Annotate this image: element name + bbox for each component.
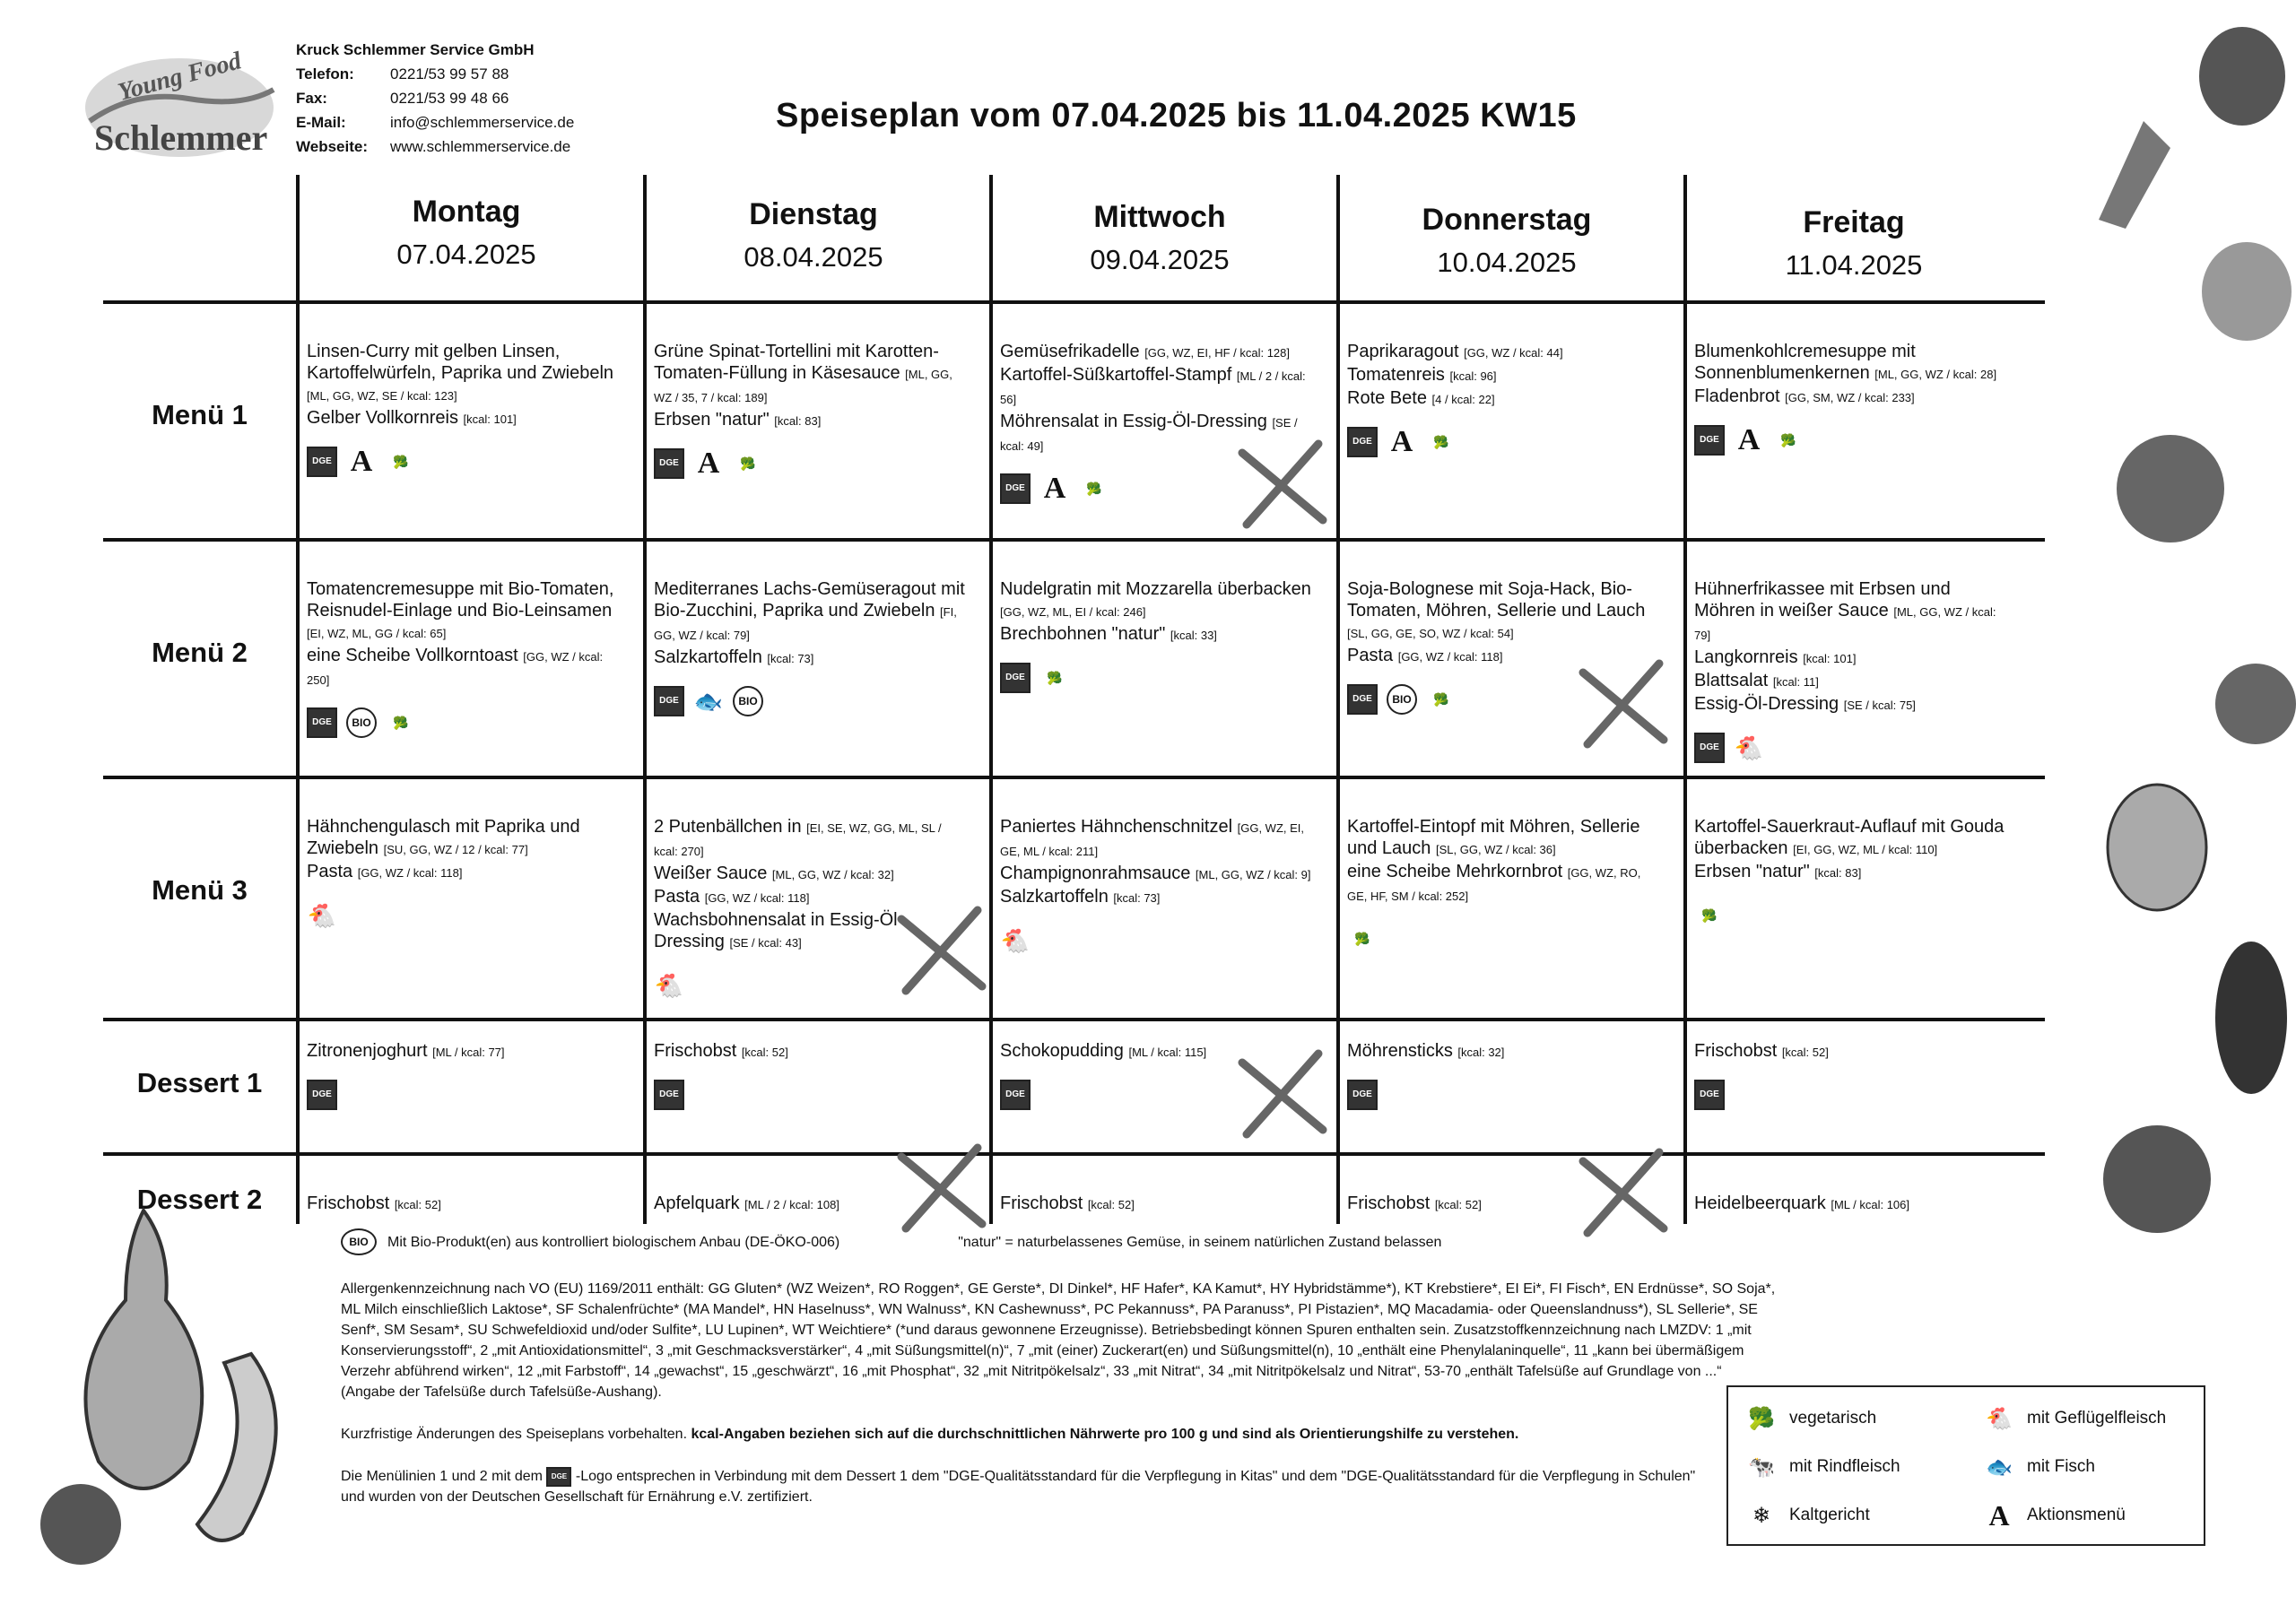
dish-name: Mediterranes Lachs-Gemüseragout mit Bio-Zucchini, Paprika und Zwiebeln	[654, 579, 965, 621]
vegetarian-icon: 🥦	[733, 448, 763, 479]
dish-icons	[1694, 425, 2008, 456]
dish-line	[307, 645, 621, 691]
dish-name: Weißer Sauce	[654, 864, 772, 883]
dish-allergens: [ML, GG, WZ / kcal: 79]	[1694, 605, 1996, 642]
dge-icon: DGE	[654, 686, 684, 716]
dish-name: Essig-Öl-Dressing	[1694, 694, 1844, 714]
grid-vline	[643, 175, 647, 1224]
action-menu-icon: A	[1039, 473, 1070, 504]
dge-icon: DGE	[1000, 1080, 1031, 1110]
dish-line	[1347, 341, 1661, 364]
menu-cell	[1347, 816, 1661, 954]
dish-allergens: [SE / kcal: 75]	[1843, 699, 1916, 712]
peach-icon	[2202, 242, 2292, 341]
dish-allergens: [kcal: 73]	[767, 652, 814, 665]
vegetarian-icon: 🥦	[1347, 924, 1378, 954]
dish-name: Salzkartoffeln	[1000, 887, 1114, 907]
dish-name: Frischobst	[1000, 1193, 1088, 1213]
grid-hline	[103, 300, 2045, 304]
dish-line	[1694, 341, 2008, 386]
grid-hline	[103, 776, 2045, 779]
fruit-decoration	[36, 1193, 323, 1569]
dish-line	[654, 863, 968, 886]
dish-line	[307, 407, 621, 430]
fax-label: Fax:	[296, 90, 327, 107]
dish-line	[1000, 816, 1314, 863]
dish-allergens: [GG, SM, WZ / kcal: 233]	[1785, 391, 1915, 404]
row-label: Menü 3	[152, 874, 248, 906]
dish-icons	[307, 707, 621, 738]
apple-icon	[2103, 1125, 2211, 1233]
dish-name: Zitronenjoghurt	[307, 1041, 433, 1061]
dish-line	[307, 1040, 621, 1063]
dish-icons	[307, 900, 621, 931]
footer	[341, 1228, 1776, 1507]
dish-allergens: [ML / 2 / kcal: 56]	[1000, 369, 1306, 406]
day-name: Donnerstag	[1422, 203, 1592, 237]
dish-name: Tomatenreis	[1347, 365, 1450, 385]
legend-fish: mit Fisch	[2027, 1457, 2095, 1476]
dish-allergens: [kcal: 101]	[463, 412, 517, 426]
dish-name: Linsen-Curry mit gelben Linsen, Kartoffelwürfeln, Paprika und Zwiebeln	[307, 342, 614, 383]
dish-line	[654, 816, 968, 863]
chicken-icon: 🐔	[1986, 1406, 2013, 1431]
fax-value: 0221/53 99 48 66	[390, 90, 509, 107]
email-label: E-Mail:	[296, 114, 346, 131]
day-date: 08.04.2025	[744, 241, 883, 273]
dish-allergens: [FI, GG, WZ / kcal: 79]	[654, 605, 957, 642]
dish-line	[307, 1193, 621, 1216]
menu-cell	[307, 1040, 621, 1110]
dish-allergens: [GG, WZ, ML, EI / kcal: 246]	[1000, 605, 1146, 619]
dish-name: Frischobst	[654, 1041, 742, 1061]
dge-icon: DGE	[1347, 1080, 1378, 1110]
dish-name: Heidelbeerquark	[1694, 1193, 1831, 1213]
dish-name: Erbsen "natur"	[654, 410, 775, 430]
banana-icon	[197, 1354, 276, 1541]
dish-name: Kartoffel-Sauerkraut-Auflauf mit Gouda überbacken	[1694, 817, 2005, 858]
logo-young-food: Young Food	[115, 47, 245, 107]
bio-icon: BIO	[733, 686, 763, 716]
vegetarian-icon: 🥦	[1426, 427, 1457, 457]
dish-name: Brechbohnen "natur"	[1000, 624, 1170, 644]
dish-name: Gelber Vollkornreis	[307, 408, 464, 428]
day-header	[1336, 203, 1677, 279]
strawberry-icon	[2199, 27, 2285, 126]
dish-line	[1347, 578, 1661, 645]
dish-allergens: [EI, SE, WZ, GG, ML, SL / kcal: 270]	[654, 821, 942, 858]
dish-name: Champignonrahmsauce	[1000, 864, 1196, 883]
menu-cell	[307, 578, 621, 738]
dish-line	[1000, 341, 1314, 364]
menu-cell	[1694, 341, 2008, 456]
dish-allergens: [kcal: 52]	[1434, 1198, 1482, 1211]
dish-name: Erbsen "natur"	[1694, 862, 1815, 881]
dish-line	[1000, 578, 1314, 623]
dish-line	[1347, 861, 1661, 907]
dish-icons	[1694, 900, 2008, 931]
dish-allergens: [SU, GG, WZ / 12 / kcal: 77]	[383, 843, 528, 856]
menu-cell	[307, 1193, 621, 1216]
dish-name: Schokopudding	[1000, 1041, 1129, 1061]
bio-icon: BIO	[1387, 684, 1417, 715]
dish-name: Frischobst	[1347, 1193, 1435, 1213]
phone-value: 0221/53 99 57 88	[390, 65, 509, 82]
cow-icon: 🐄	[1748, 1454, 1775, 1480]
dish-allergens: [kcal: 33]	[1170, 629, 1217, 642]
fish-icon: 🐟	[1986, 1454, 2013, 1480]
tomato-icon	[2215, 664, 2296, 744]
vegetarian-icon: 🥦	[386, 447, 416, 477]
grid-vline	[989, 175, 993, 1224]
cross-mark	[892, 901, 991, 1000]
dish-line	[1694, 647, 2008, 670]
chicken-icon: 🐔	[1000, 927, 1031, 954]
menu-cell	[1000, 816, 1314, 956]
dish-allergens: [GG, WZ / kcal: 118]	[704, 891, 810, 905]
dish-name: Fladenbrot	[1694, 386, 1786, 406]
dge-icon: DGE	[1694, 425, 1725, 456]
dish-allergens: [kcal: 101]	[1803, 652, 1857, 665]
dish-icons	[1347, 1080, 1661, 1110]
action-menu-icon: A	[693, 448, 724, 479]
carrot-icon	[2099, 121, 2170, 229]
dish-line	[1347, 387, 1661, 411]
dge-icon: DGE	[307, 447, 337, 477]
action-menu-icon: A	[346, 447, 377, 477]
dish-allergens: [kcal: 52]	[1781, 1046, 1829, 1059]
dish-name: Kartoffel-Eintopf mit Möhren, Sellerie und Lauch	[1347, 817, 1640, 858]
menu-cell	[1694, 1193, 2008, 1216]
dish-name: Blumenkohlcremesuppe mit Sonnenblumenkernen	[1694, 342, 1916, 383]
dish-allergens: [GG, WZ / kcal: 44]	[1464, 346, 1563, 360]
dish-allergens: [GG, WZ, RO, GE, HF, SM / kcal: 252]	[1347, 866, 1641, 903]
dish-allergens: [ML, GG, WZ / kcal: 32]	[771, 868, 894, 881]
dge-icon: DGE	[1347, 684, 1378, 715]
vegetarian-icon: 🥦	[386, 707, 416, 738]
menu-cell	[1694, 816, 2008, 931]
day-date: 09.04.2025	[1090, 244, 1230, 275]
dish-name: Tomatencremesuppe mit Bio-Tomaten, Reisnudel-Einlage und Bio-Leinsamen	[307, 579, 614, 621]
logo-schlemmer: Schlemmer	[94, 117, 268, 158]
dish-name: eine Scheibe Vollkorntoast	[307, 646, 524, 665]
dish-line	[1694, 1193, 2008, 1216]
legend-vegetarian: vegetarisch	[1789, 1409, 1877, 1428]
eggplant-icon	[2215, 942, 2287, 1094]
phone-label: Telefon:	[296, 65, 354, 82]
menu-cell	[1694, 1040, 2008, 1110]
dish-name: Rote Bete	[1347, 388, 1432, 408]
dish-name: Soja-Bolognese mit Soja-Hack, Bio-Tomaten, Möhren, Sellerie und Lauch	[1347, 579, 1646, 621]
web-label: Webseite:	[296, 138, 368, 155]
legend-action: Aktionsmenü	[2027, 1506, 2126, 1524]
legend-poultry: mit Geflügelfleisch	[2027, 1409, 2167, 1428]
dish-icons	[1000, 663, 1314, 693]
menu-grid	[103, 175, 2045, 1224]
dge-icon: DGE	[654, 1080, 684, 1110]
dish-name: Salzkartoffeln	[654, 647, 768, 667]
dish-allergens: [kcal: 96]	[1449, 369, 1497, 383]
dish-allergens: [kcal: 83]	[774, 414, 822, 428]
dish-name: Apfelquark	[654, 1193, 745, 1213]
dish-name: Pasta	[1347, 646, 1398, 665]
pepper-icon	[2108, 785, 2206, 910]
action-menu-icon: A	[1734, 425, 1764, 456]
dish-name: Kartoffel-Süßkartoffel-Stampf	[1000, 365, 1237, 385]
chicken-icon: 🐔	[1734, 734, 1764, 761]
day-date: 11.04.2025	[1785, 249, 1923, 281]
dish-allergens: [GG, WZ, EI, GE, ML / kcal: 211]	[1000, 821, 1304, 858]
dish-line	[307, 861, 621, 884]
dge-icon: DGE	[1000, 473, 1031, 504]
menu-cell	[1000, 578, 1314, 693]
dish-allergens: [GG, WZ / kcal: 118]	[1397, 650, 1503, 664]
day-header	[989, 200, 1330, 276]
dish-line	[1000, 623, 1314, 647]
dish-allergens: [ML / kcal: 115]	[1128, 1046, 1207, 1059]
grid-hline	[103, 1018, 2045, 1021]
dish-name: 2 Putenbällchen in	[654, 817, 807, 837]
bio-icon: BIO	[346, 707, 377, 738]
dish-icons	[1347, 924, 1661, 954]
dish-line	[654, 1040, 968, 1063]
short-notice: Kurzfristige Änderungen des Speiseplans vorbehalten.	[341, 1427, 688, 1442]
dish-line	[307, 341, 621, 407]
dish-allergens: [ML / kcal: 77]	[432, 1046, 505, 1059]
legend	[1726, 1385, 2205, 1546]
cross-mark	[1233, 435, 1332, 534]
dish-name: Frischobst	[307, 1193, 395, 1213]
dish-allergens: [EI, GG, WZ, ML / kcal: 110]	[1793, 843, 1938, 856]
cross-mark	[1233, 1045, 1332, 1143]
dge-icon: DGE	[307, 707, 337, 738]
dish-icons	[1347, 427, 1661, 457]
dish-allergens: [GG, WZ / kcal: 118]	[357, 866, 463, 880]
vegetarian-icon: 🥦	[1079, 473, 1109, 504]
dish-name: Blattsalat	[1694, 671, 1773, 690]
dish-allergens: [SE / kcal: 43]	[729, 936, 802, 950]
dish-allergens: [kcal: 83]	[1814, 866, 1862, 880]
dish-name: Langkornreis	[1694, 647, 1804, 667]
menu-cell	[654, 1040, 968, 1110]
web-value[interactable]: www.schlemmerservice.de	[390, 138, 571, 155]
snowflake-icon: ❄	[1752, 1503, 1771, 1528]
dish-name: Grüne Spinat-Tortellini mit Karotten-Tomaten-Füllung in Käsesauce	[654, 342, 939, 383]
dish-allergens: [GG, WZ / kcal: 250]	[307, 650, 604, 687]
dish-line	[1347, 816, 1661, 861]
dge-icon: DGE	[546, 1467, 571, 1487]
dish-name: Paprikaragout	[1347, 342, 1465, 361]
company-info	[296, 38, 574, 159]
dge-icon: DGE	[1347, 427, 1378, 457]
dish-allergens: [EI, WZ, ML, GG / kcal: 65]	[307, 627, 447, 640]
legend-cold: Kaltgericht	[1789, 1506, 1870, 1524]
day-header	[643, 197, 984, 273]
dish-name: Pasta	[307, 862, 358, 881]
dish-name: eine Scheibe Mehrkornbrot	[1347, 862, 1568, 881]
dish-line	[654, 341, 968, 409]
day-date: 10.04.2025	[1437, 247, 1577, 278]
grid-hline	[103, 538, 2045, 542]
dge-icon: DGE	[307, 1080, 337, 1110]
dish-allergens: [ML / 2 / kcal: 108]	[744, 1198, 839, 1211]
vegetarian-icon: 🥦	[1694, 900, 1725, 931]
dish-name: Hühnerfrikassee mit Erbsen und Möhren in weißer Sauce	[1694, 579, 1951, 621]
dish-line	[654, 409, 968, 432]
action-menu-icon: A	[1988, 1498, 2010, 1532]
dish-allergens: [kcal: 11]	[1772, 675, 1819, 689]
dish-name: Pasta	[654, 887, 705, 907]
chicken-icon: 🐔	[654, 972, 684, 999]
row-label: Dessert 2	[136, 1184, 263, 1215]
dish-line	[1347, 364, 1661, 387]
dish-name: Möhrensticks	[1347, 1041, 1458, 1061]
vegetarian-icon: 🥦	[1426, 684, 1457, 715]
dish-allergens: [ML, GG, WZ / kcal: 28]	[1874, 368, 1997, 381]
dish-name: Paniertes Hähnchenschnitzel	[1000, 817, 1238, 837]
row-label: Dessert 1	[136, 1067, 263, 1098]
menu-cell	[654, 578, 968, 716]
dish-line	[307, 816, 621, 861]
dge-icon: DGE	[1694, 1080, 1725, 1110]
dish-icons	[1694, 1080, 2008, 1110]
dish-line	[1000, 863, 1314, 886]
tomato-bottom-icon	[40, 1484, 121, 1565]
dish-icons	[654, 686, 968, 716]
fish-icon: 🐟	[693, 688, 724, 715]
dish-allergens: [kcal: 73]	[1113, 891, 1161, 905]
dish-icons	[654, 1080, 968, 1110]
broccoli-icon	[2117, 435, 2224, 542]
dish-line	[1000, 886, 1314, 909]
dish-name: Wachsbohnensalat in Essig-Öl-Dressing	[654, 910, 904, 951]
grid-vline	[1683, 175, 1687, 1224]
vegetarian-icon: 🥦	[1773, 425, 1804, 456]
menu-cell	[307, 816, 621, 931]
dish-icons	[307, 1080, 621, 1110]
day-name: Freitag	[1803, 205, 1905, 239]
dish-allergens: [kcal: 52]	[741, 1046, 788, 1059]
pear-icon	[85, 1211, 202, 1488]
day-name: Mittwoch	[1093, 200, 1226, 234]
dge-note-before: Die Menülinien 1 und 2 mit dem	[341, 1469, 544, 1484]
day-date: 07.04.2025	[396, 239, 536, 270]
dish-allergens: [ML, GG, WZ / kcal: 9]	[1195, 868, 1311, 881]
kcal-notice: kcal-Angaben beziehen sich auf die durchschnittlichen Nährwerte pro 100 g und sind als Orientierungshilfe zu verstehen.	[691, 1427, 1519, 1442]
dish-allergens: [SL, GG, GE, SO, WZ / kcal: 54]	[1347, 627, 1514, 640]
day-name: Montag	[412, 195, 521, 229]
natur-note: "natur" = naturbelassenes Gemüse, in seinem natürlichen Zustand belassen	[958, 1234, 1442, 1250]
dish-icons	[307, 447, 621, 477]
menu-cell	[1347, 341, 1661, 457]
dish-line	[1000, 1193, 1314, 1216]
dish-name: Möhrensalat in Essig-Öl-Dressing	[1000, 412, 1273, 431]
dish-icons	[1000, 925, 1314, 956]
chicken-icon: 🐔	[307, 902, 337, 929]
allergen-note: Allergenkennzeichnung nach VO (EU) 1169/2011 enthält: GG Gluten* (WZ Weizen*, RO Roggen*, GE Gerste*, DI Dinkel*, HF Hafer*, KA Kamut*, HY Hybridstämme*), KT Krebstiere*, EI Ei*, FI Fisch*, EN Erdnüsse*, SO Soja*, ML Milch einschließlich Laktose*, SF Schalenfrüchte* (MA Mandel*, HN Haselnuss*, WN Walnuss*, KN Cashewnuss*, PC Pekannuss*, PA Paranuss*, PI Pistazien*, MQ Macadamia- oder Queenslandnuss*), SL Sellerie*, SE Senf*, SM Sesam*, SU Schwefeldioxid und/oder Sulfite*, LU Lupinen*, WT Weichtiere* (*und daraus gewonnene Erzeugnisse). Betriebsbedingt können Spuren enthalten sein. Zusatzstoffkennzeichnung nach LMZDV: 1 „mit Konservierungsstoff“, 2 „mit Antioxidationsmittel“, 3 „mit Geschmacksverstärker“, 4 „mit Süßungsmittel(n)“, 7 „mit (einer) Zuckerart(en) und Süßungsmittel(n), 10 „enthält eine Phenylalaninquelle“, 11 „kann bei übermäßigem Verzehr abführend wirken“, 12 „mit Farbstoff“, 14 „gewachst“, 15 „geschwärzt“, 16 „mit Phosphat“, 32 „mit Nitritpökelsalz“, 33 „mit Nitrat“, 34 „mit Nitritpökelsalz und Nitrat“, 53-70 „enthält Tafelsüße auf Grundlage von ...“ (Angabe der Tafelsüße durch Tafelsüße-Aushang).	[341, 1281, 1776, 1400]
dish-icons	[654, 448, 968, 479]
dish-allergens: [SE / kcal: 49]	[1000, 416, 1298, 453]
dish-line	[1694, 816, 2008, 861]
dish-line	[654, 578, 968, 647]
grid-hline	[103, 1152, 2045, 1156]
vegetable-decoration	[2063, 22, 2296, 1260]
dge-icon: DGE	[1694, 733, 1725, 763]
dish-line	[307, 578, 621, 645]
cross-mark	[892, 1139, 991, 1237]
dish-line	[1694, 670, 2008, 693]
dish-allergens: [ML / kcal: 106]	[1831, 1198, 1909, 1211]
menu-cell	[654, 341, 968, 479]
dish-line	[1694, 1040, 2008, 1063]
dish-name: Gemüsefrikadelle	[1000, 342, 1145, 361]
dish-line	[1694, 693, 2008, 716]
vegetarian-icon: 🥦	[1748, 1406, 1775, 1431]
menu-cell	[1000, 1193, 1314, 1216]
day-header	[296, 195, 637, 271]
dish-allergens: [kcal: 32]	[1457, 1046, 1505, 1059]
row-label: Menü 1	[152, 399, 248, 430]
vegetarian-icon: 🥦	[1039, 663, 1070, 693]
dish-name: Hähnchengulasch mit Paprika und Zwiebeln	[307, 817, 580, 858]
company-name: Kruck Schlemmer Service GmbH	[296, 41, 535, 58]
dish-allergens: [GG, WZ, EI, HF / kcal: 128]	[1144, 346, 1290, 360]
row-label: Menü 2	[152, 637, 248, 668]
legend-beef: mit Rindfleisch	[1789, 1457, 1900, 1476]
grid-vline	[296, 175, 300, 1224]
dish-allergens: [ML, GG, WZ, SE / kcal: 123]	[307, 389, 457, 403]
dge-icon: DGE	[654, 448, 684, 479]
page-title: Speiseplan vom 07.04.2025 bis 11.04.2025 KW15	[776, 97, 1577, 135]
menu-cell	[1347, 1040, 1661, 1110]
grid-vline	[1336, 175, 1340, 1224]
dish-allergens: [4 / kcal: 22]	[1431, 393, 1495, 406]
dish-line	[1694, 578, 2008, 647]
dish-name: Nudelgratin mit Mozzarella überbacken	[1000, 579, 1311, 599]
dish-line	[1347, 1040, 1661, 1063]
bio-note: Mit Bio-Produkt(en) aus kontrolliert biologischem Anbau (DE-ÖKO-006)	[387, 1234, 840, 1250]
dish-line	[654, 647, 968, 670]
dish-allergens: [kcal: 52]	[394, 1198, 441, 1211]
dish-line	[1000, 364, 1314, 411]
day-header	[1683, 205, 2024, 282]
cross-mark	[1574, 655, 1673, 753]
day-name: Dienstag	[749, 197, 878, 231]
dish-allergens: [ML, GG, WZ / 35, 7 / kcal: 189]	[654, 368, 952, 404]
email-value[interactable]: info@schlemmerservice.de	[390, 114, 575, 131]
dish-allergens: [kcal: 52]	[1087, 1198, 1135, 1211]
action-menu-icon: A	[1387, 427, 1417, 457]
dge-icon: DGE	[1000, 663, 1031, 693]
dish-line	[1694, 861, 2008, 884]
dish-allergens: [SL, GG, WZ / kcal: 36]	[1435, 843, 1556, 856]
dish-name: Frischobst	[1694, 1041, 1782, 1061]
dge-note-after: -Logo entsprechen in Verbindung mit dem Dessert 1 dem "DGE-Qualitätsstandard für die Verpflegung in Kitas" und dem "DGE-Qualitätsstandard für die Verpflegung in Schulen" und wurden von der Deutschen Gesellschaft für Ernährung e.V. zertifiziert.	[341, 1469, 1696, 1505]
menu-cell	[307, 341, 621, 477]
menu-cell	[1694, 578, 2008, 763]
bio-icon: BIO	[341, 1228, 377, 1255]
cross-mark	[1574, 1143, 1673, 1242]
dish-icons	[1694, 733, 2008, 763]
dish-line	[1694, 386, 2008, 409]
